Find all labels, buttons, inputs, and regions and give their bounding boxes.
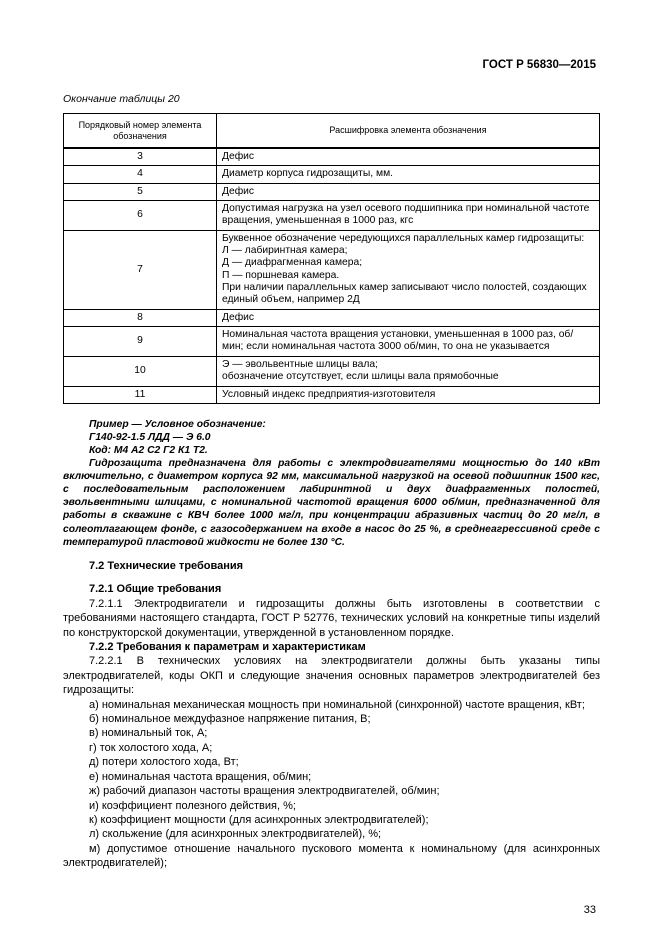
row-description-cell: Дефис xyxy=(217,183,600,200)
example-code: Код: М4 А2 С2 Г2 К1 Т2. xyxy=(89,445,208,457)
table-body xyxy=(64,148,600,403)
parameter-list xyxy=(63,698,600,871)
table-row xyxy=(64,230,600,309)
page-number: 33 xyxy=(583,904,596,916)
list-item: ж) рабочий диапазон частоты вращения электродвигателей, об/мин; xyxy=(89,785,440,798)
row-number-cell: 4 xyxy=(64,166,217,183)
row-description-cell: Дефис xyxy=(217,148,600,166)
row-description-cell: Номинальная частота вращения установки, уменьшенная в 1000 раз, об/мин; если номинальная частота 3000 об/мин, то она не указывается xyxy=(217,327,600,357)
table-row xyxy=(64,166,600,183)
example-designation: Г140-92-1.5 ЛДД — Э 6.0 xyxy=(89,432,211,444)
list-item: б) номинальное междуфазное напряжение питания, В; xyxy=(89,713,371,726)
list-item: а) номинальная механическая мощность при номинальной (синхронной) частоте вращения, кВт; xyxy=(89,698,585,711)
list-item: л) скольжение (для асинхронных электродвигателей), %; xyxy=(89,828,382,841)
section-heading-7-2: 7.2 Технические требования xyxy=(89,560,244,572)
list-item: д) потери холостого хода, Вт; xyxy=(89,756,239,769)
row-number-cell: 3 xyxy=(64,148,217,166)
main-text xyxy=(63,559,600,871)
row-number-cell: 5 xyxy=(64,183,217,200)
row-description-cell: Дефис xyxy=(217,309,600,326)
row-description-cell: Э — эвольвентные шлицы вала; обозначение отсутствует, если шлицы вала прямобочные xyxy=(217,356,600,386)
table-row xyxy=(64,148,600,166)
example-block xyxy=(63,418,600,549)
example-title: Пример — Условное обозначение: xyxy=(89,419,266,430)
table-caption: Окончание таблицы 20 xyxy=(63,93,180,105)
row-number-cell: 8 xyxy=(64,309,217,326)
table-row xyxy=(64,309,600,326)
section-heading-7-2-1: 7.2.1 Общие требования xyxy=(89,583,222,596)
row-number-cell: 10 xyxy=(64,356,217,386)
paragraph-7-2-1-1: 7.2.1.1 Электродвигатели и гидрозащиты должны быть изготовлены в соответствии с требованиями настоящего стандарта, ГОСТ Р 52776, технических условий на конкретные типы изделий по конструкторской документации, утвержденной в установленном порядке. xyxy=(63,597,600,639)
table-row xyxy=(64,386,600,403)
column-header-number: Порядковый номер элемента обозначения xyxy=(64,114,217,149)
row-number-cell: 6 xyxy=(64,201,217,231)
list-item: и) коэффициент полезного действия, %; xyxy=(89,799,296,812)
row-description-cell: Допустимая нагрузка на узел осевого подшипника при номинальной частоте вращения, уменьшенная в 1000 раз, кгс xyxy=(217,201,600,231)
row-number-cell: 9 xyxy=(64,327,217,357)
table-header-row xyxy=(64,114,600,149)
table-row xyxy=(64,327,600,357)
list-item: г) ток холостого хода, А; xyxy=(89,741,213,754)
row-number-cell: 11 xyxy=(64,386,217,403)
list-item: м) допустимое отношение начального пускового момента к номинальному (для асинхронных электродвигателей); xyxy=(63,842,600,870)
table-row xyxy=(64,183,600,200)
section-heading-7-2-2: 7.2.2 Требования к параметрам и характеристикам xyxy=(89,641,366,654)
row-description-cell: Диаметр корпуса гидрозащиты, мм. xyxy=(217,166,600,183)
column-header-description: Расшифровка элемента обозначения xyxy=(217,114,600,149)
table-row xyxy=(64,201,600,231)
list-item: е) номинальная частота вращения, об/мин; xyxy=(89,770,312,783)
row-number-cell: 7 xyxy=(64,230,217,309)
list-item: в) номинальный ток, А; xyxy=(89,727,208,740)
paragraph-7-2-2-1: 7.2.2.1 В технических условиях на электродвигатели должны быть указаны типы электродвигателей, коды ОКП и следующие значения основных параметров электродвигателей без гидрозащиты: xyxy=(63,655,600,697)
table-row xyxy=(64,356,600,386)
example-description: Гидрозащита предназначена для работы с электродвигателями мощностью до 140 кВт включительно, с диаметром корпуса 92 мм, максимальной нагрузкой на осевой подшипник 1500 кгс, с последовательным расположением лабиринтной и двух диафрагменных полостей, эвольвентными шлицами, с номинальной частотой вращения 6000 об/мин, предназначенной для работы в скважине с КВЧ более 1000 мг/л, при концентрации абразивных частиц до 20 мг/л, в солеотлагающем фонде, с газосодержанием на входе в насос до 25 %, в среднеагрессивной среде с температурой пластовой жидкости не более 130 °С. xyxy=(63,458,600,548)
designation-table xyxy=(63,113,600,404)
row-description-cell: Условный индекс предприятия-изготовителя xyxy=(217,386,600,403)
row-description-cell: Буквенное обозначение чередующихся параллельных камер гидрозащиты: Л — лабиринтная камера; Д — диафрагменная камера; П — поршневая камера. При наличии параллельных камер записывают число полостей, создающих единый объем, например 2Д xyxy=(217,230,600,309)
list-item: к) коэффициент мощности (для асинхронных электродвигателей); xyxy=(89,813,429,826)
document-header: ГОСТ Р 56830—2015 xyxy=(482,59,596,71)
